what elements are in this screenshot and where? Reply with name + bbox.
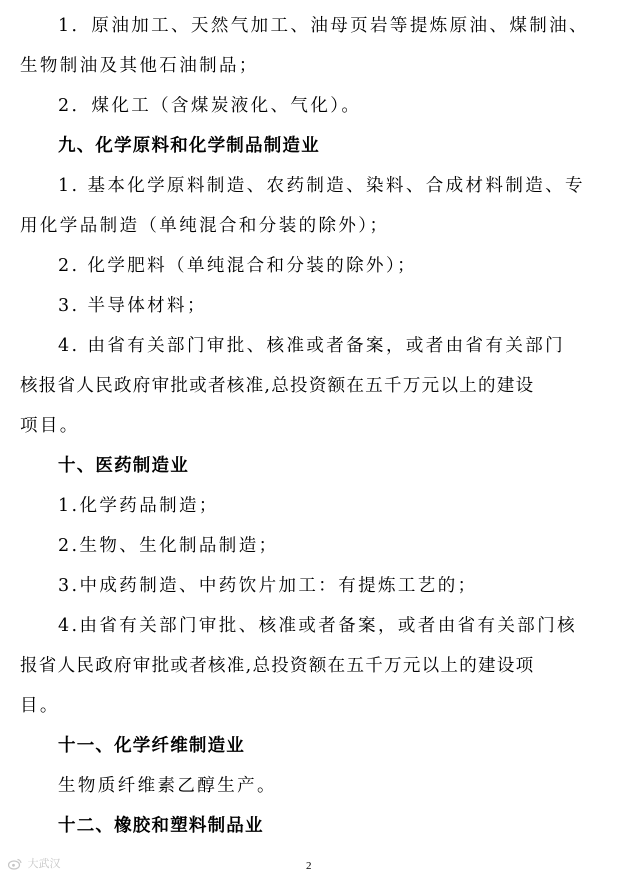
paragraph-line: 用化学品制造（单纯混合和分装的除外）； xyxy=(20,216,390,236)
paragraph-line: 生物质纤维素乙醇生产。 xyxy=(58,776,277,796)
watermark-text: 大武汉 xyxy=(27,857,61,870)
paragraph-line: 2. 化学肥料（单纯混合和分装的除外）； xyxy=(58,256,418,276)
paragraph-line: 1. 基本化学原料制造、农药制造、染料、合成材料制造、专 xyxy=(58,176,585,196)
paragraph-line: 2.生物、生化制品制造； xyxy=(58,536,279,556)
watermark xyxy=(8,855,61,871)
section-heading: 十二、橡胶和塑料制品业 xyxy=(58,816,264,836)
paragraph-line: 项目。 xyxy=(20,416,80,436)
paragraph-line: 3.中成药制造、中药饮片加工：有提炼工艺的； xyxy=(58,576,478,596)
page-number: 2 xyxy=(306,860,312,872)
section-heading: 九、化学原料和化学制品制造业 xyxy=(58,136,320,156)
paragraph-line: 1.化学药品制造； xyxy=(58,496,219,516)
paragraph-line: 3. 半导体材料； xyxy=(58,296,207,316)
section-heading: 十一、化学纤维制造业 xyxy=(58,736,245,756)
paragraph-line: 生物制油及其他石油制品； xyxy=(20,56,259,76)
section-heading: 十、医药制造业 xyxy=(58,456,189,476)
paragraph-line: 4.由省有关部门审批、核准或者备案，或者由省有关部门核 xyxy=(58,616,577,636)
paragraph-line: 2．煤化工（含煤炭液化、气化）。 xyxy=(58,96,362,116)
paragraph-line: 报省人民政府审批或者核准,总投资额在五千万元以上的建设项 xyxy=(20,656,535,676)
weibo-icon xyxy=(8,858,22,870)
paragraph-line: 目。 xyxy=(20,696,60,716)
paragraph-line: 核报省人民政府审批或者核准,总投资额在五千万元以上的建设 xyxy=(20,376,535,396)
paragraph-line: 1．原油加工、天然气加工、油母页岩等提炼原油、煤制油、 xyxy=(58,16,589,36)
paragraph-line: 4. 由省有关部门审批、核准或者备案，或者由省有关部门 xyxy=(58,336,566,356)
